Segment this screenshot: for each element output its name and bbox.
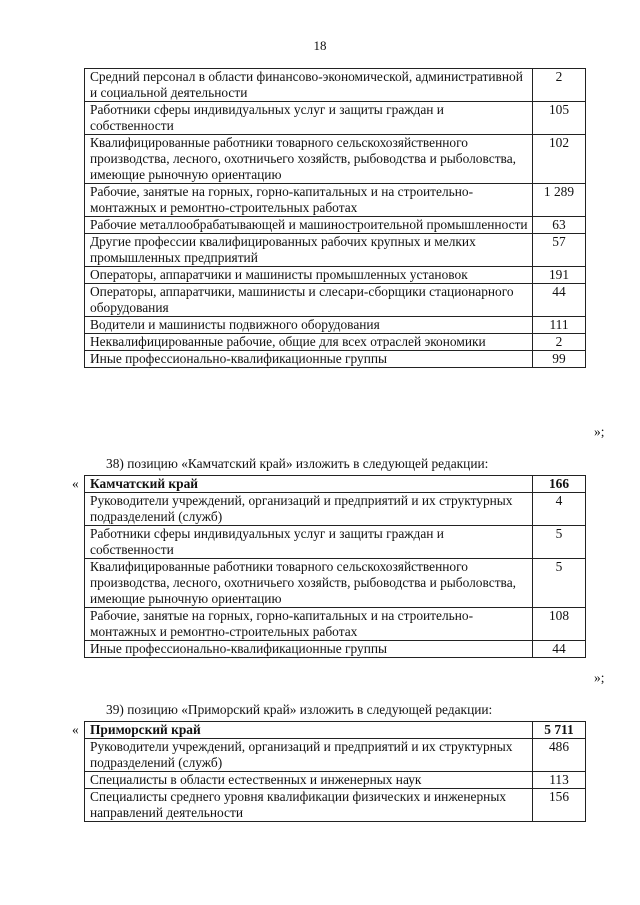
amendment-instruction-38: 38) позицию «Камчатский край» изложить в следующей редакции: [106,456,489,471]
occupation-count: 2 [533,69,586,102]
occupation-count: 2 [533,334,586,351]
occupation-name: Рабочие, занятые на горных, горно-капитальных и на строительно-монтажных и ремонтно-строительных работах [85,608,533,641]
occupation-count: 5 [533,559,586,608]
occupation-count: 191 [533,267,586,284]
occupation-name: Работники сферы индивидуальных услуг и защиты граждан и собственности [85,102,533,135]
occupation-name: Иные профессионально-квалификационные группы [85,641,533,658]
occupation-name: Неквалифицированные рабочие, общие для всех отраслей экономики [85,334,533,351]
occupation-name: Иные профессионально-квалификационные группы [85,351,533,368]
table-row [85,102,586,135]
occupation-count: 156 [533,789,586,822]
table-row [85,234,586,267]
occupation-name: Рабочие металлообрабатывающей и машиностроительной промышленности [85,217,533,234]
table-row [85,135,586,184]
occupation-name: Квалифицированные работники товарного сельскохозяйственного производства, лесного, охотничьего хозяйств, рыбоводства и рыболовства, имеющие рыночную ориентацию [85,135,533,184]
occupation-name: Водители и машинисты подвижного оборудования [85,317,533,334]
occupation-name: Работники сферы индивидуальных услуг и защиты граждан и собственности [85,526,533,559]
region-name: Камчатский край [85,476,533,493]
occupation-name: Операторы, аппаратчики и машинисты промышленных установок [85,267,533,284]
table-row [85,217,586,234]
opening-quote-mark: « [72,476,79,491]
table-row [85,493,586,526]
occupation-name: Средний персонал в области финансово-экономической, административной и социальной деятельности [85,69,533,102]
occupation-count: 57 [533,234,586,267]
occupation-name: Специалисты в области естественных и инженерных наук [85,772,533,789]
region-header-row [85,722,586,739]
occupation-count: 4 [533,493,586,526]
region-header-row [85,476,586,493]
table-row [85,608,586,641]
occupation-count: 5 [533,526,586,559]
occupation-table-continued [84,68,586,368]
occupation-name: Руководители учреждений, организаций и предприятий и их структурных подразделений (служб) [85,739,533,772]
occupation-count: 44 [533,284,586,317]
kamchatka-table [84,475,586,658]
table-row [85,559,586,608]
occupation-count: 63 [533,217,586,234]
occupation-name: Квалифицированные работники товарного сельскохозяйственного производства, лесного, охотничьего хозяйств, рыбоводства и рыболовства, имеющие рыночную ориентацию [85,559,533,608]
primorsky-table [84,721,586,822]
table-row [85,789,586,822]
table-row [85,69,586,102]
table-row [85,772,586,789]
occupation-count: 102 [533,135,586,184]
occupation-count: 105 [533,102,586,135]
table-row [85,739,586,772]
table-row [85,526,586,559]
occupation-name: Специалисты среднего уровня квалификации физических и инженерных направлений деятельности [85,789,533,822]
page-number: 18 [313,38,327,53]
table-row [85,184,586,217]
occupation-count: 486 [533,739,586,772]
occupation-name: Рабочие, занятые на горных, горно-капитальных и на строительно-монтажных и ремонтно-строительных работах [85,184,533,217]
region-name: Приморский край [85,722,533,739]
occupation-name: Руководители учреждений, организаций и предприятий и их структурных подразделений (служб) [85,493,533,526]
occupation-name: Другие профессии квалифицированных рабочих крупных и мелких промышленных предприятий [85,234,533,267]
table-row [85,641,586,658]
occupation-name: Операторы, аппаратчики, машинисты и слесари-сборщики стационарного оборудования [85,284,533,317]
occupation-count: 108 [533,608,586,641]
occupation-count: 44 [533,641,586,658]
closing-quote-mark: »; [594,670,605,685]
occupation-count: 111 [533,317,586,334]
occupation-count: 1 289 [533,184,586,217]
table-row [85,317,586,334]
table-row [85,351,586,368]
table-row [85,334,586,351]
occupation-count: 113 [533,772,586,789]
closing-quote-mark: »; [594,424,605,439]
amendment-instruction-39: 39) позицию «Приморский край» изложить в следующей редакции: [106,702,493,717]
region-total: 166 [533,476,586,493]
region-total: 5 711 [533,722,586,739]
table-row [85,284,586,317]
table-row [85,267,586,284]
occupation-count: 99 [533,351,586,368]
opening-quote-mark: « [72,722,79,737]
